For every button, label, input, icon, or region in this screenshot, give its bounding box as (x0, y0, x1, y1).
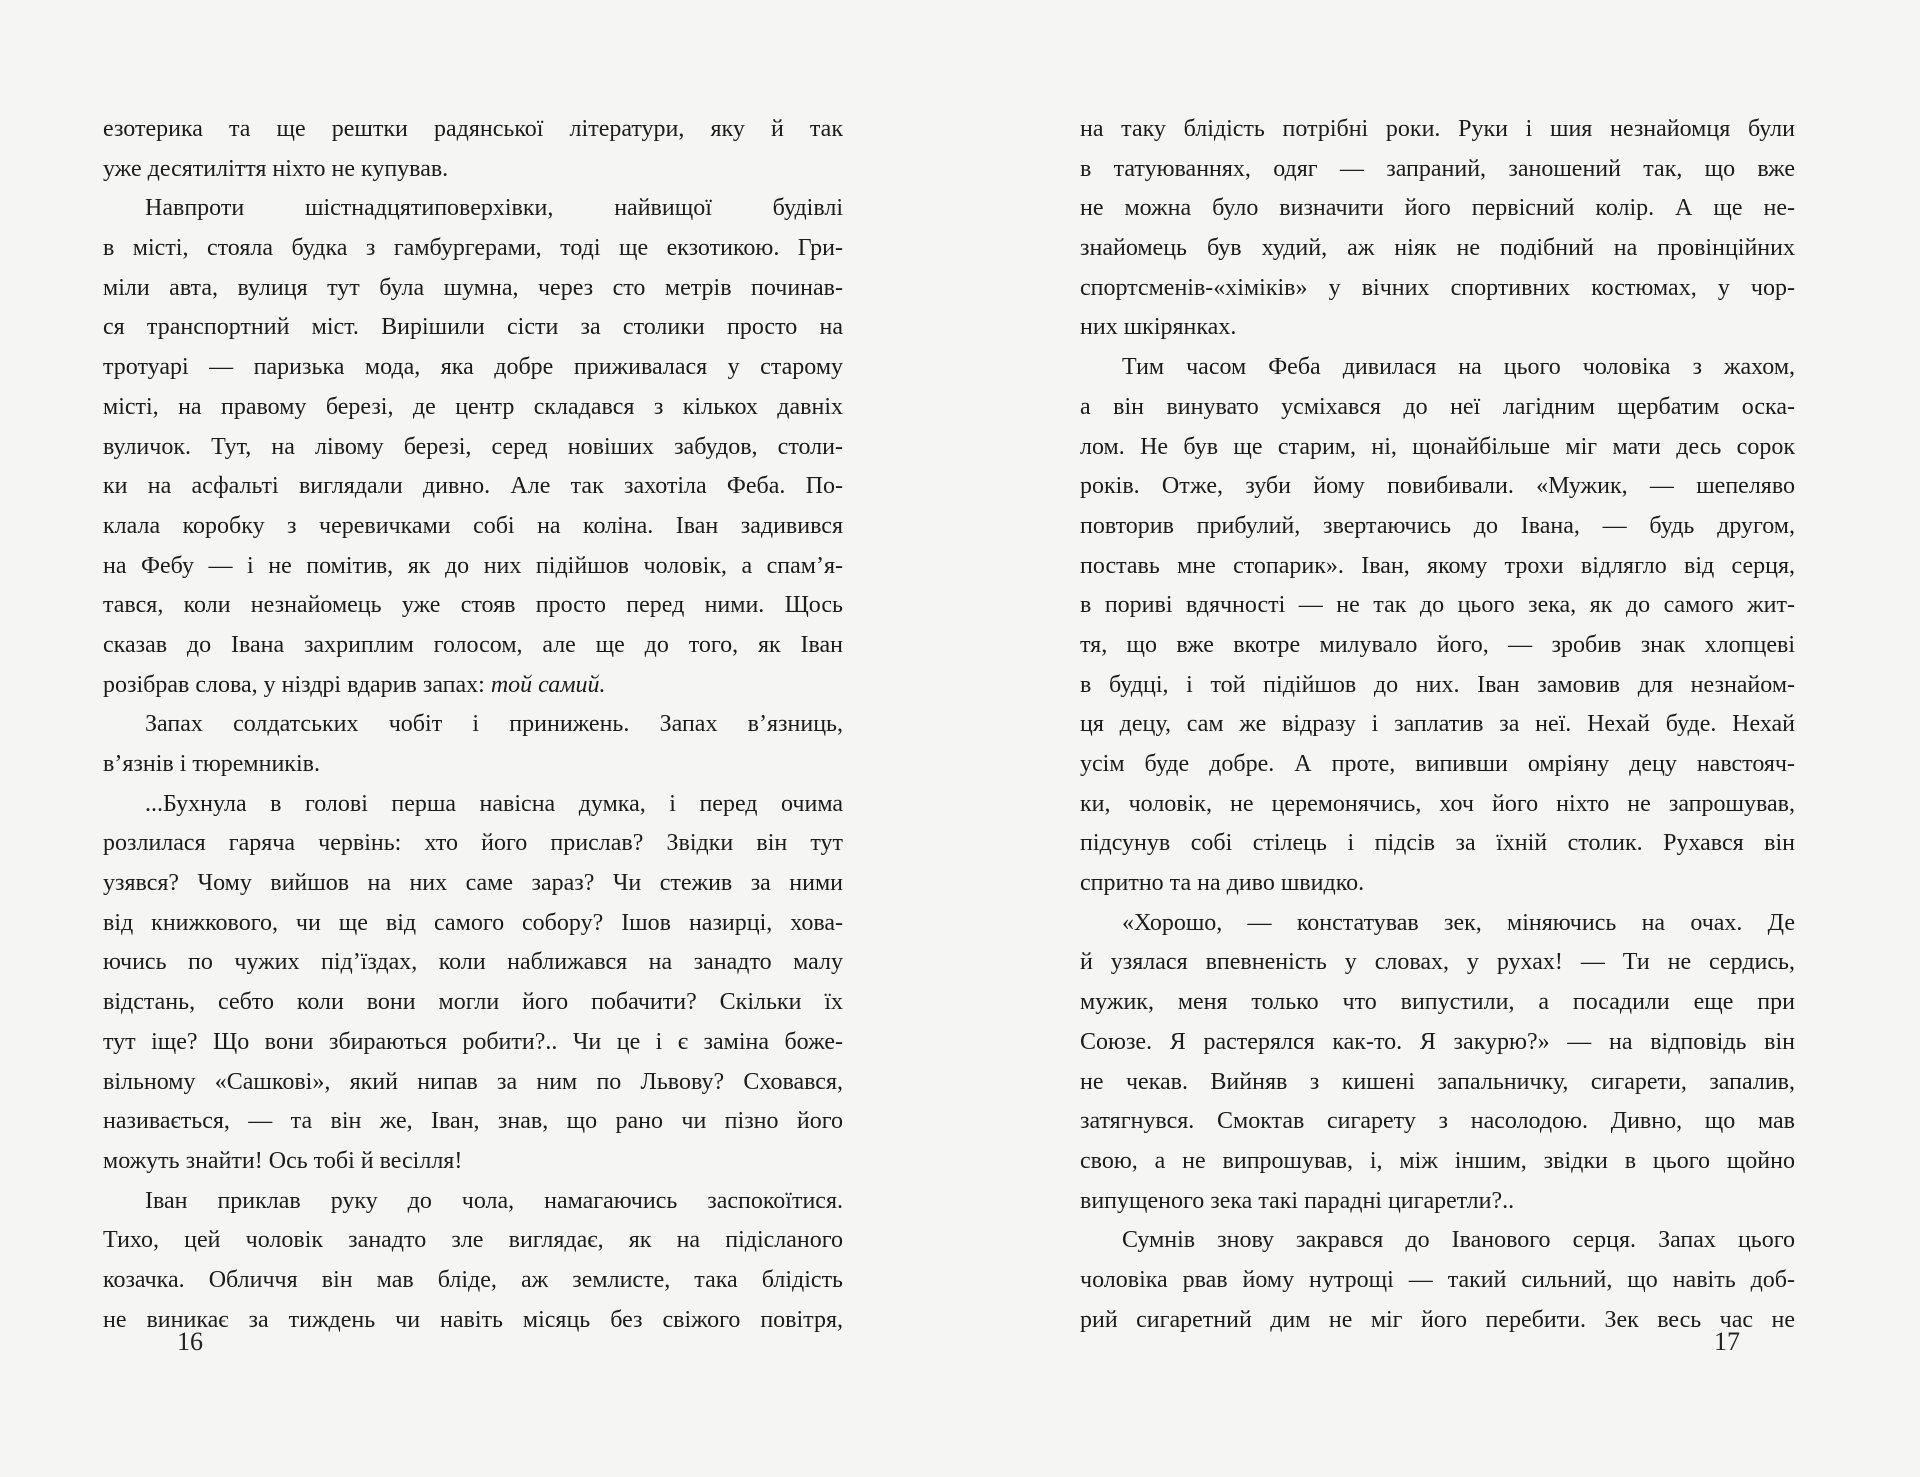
text-line: узявся? Чому вийшов на них саме зараз? Чи стежив за ними (103, 870, 843, 897)
left-page-text (103, 110, 843, 1340)
text-line: на таку блідість потрібні роки. Руки і шия незнайомця були (1080, 116, 1795, 142)
text-line: чоловіка рвав йому нутрощі — такий сильний, що навіть доб- (1080, 1266, 1795, 1293)
text-line: рий сигаретний дим не міг його перебити. Зек весь час не (1080, 1306, 1795, 1333)
text-line: від книжкового, чи ще від самого собору? Ішов назирці, хова- (103, 909, 843, 936)
text-line: вуличок. Тут, на лівому березі, серед новіших забудов, столи- (103, 433, 843, 460)
text-line: можуть знайти! Ось тобі й весілля! (103, 1147, 463, 1174)
text-line: називається, — та він же, Іван, знав, що рано чи пізно його (103, 1108, 843, 1135)
text-line: езотерика та ще рештки радянської літератури, яку й так (103, 116, 843, 142)
text-line: в’язнів і тюремників. (103, 751, 320, 777)
text-line: сказав до Івана захриплим голосом, але ще до того, як Іван (103, 631, 843, 658)
text-line: Навпроти шістнадцятиповерхівки, найвищої будівлі (145, 195, 843, 222)
text-line: свою, а не випрошував, і, між іншим, звідки в цього щойно (1080, 1147, 1795, 1174)
text-line: ця децу, сам же відразу і заплатив за неї. Нехай буде. Нехай (1080, 711, 1795, 738)
text-line: клала коробку з черевичками собі на коліна. Іван задивився (103, 512, 843, 539)
text-line: ки, чоловік, не церемонячись, хоч його ніхто не запрошував, (1080, 790, 1795, 817)
text-line: знайомець був худий, аж ніяк не подібний на провінційних (1080, 235, 1795, 262)
text-line: в місті, стояла будка з гамбургерами, тоді ще екзотикою. Гри- (103, 235, 843, 262)
italic-text-segment: той самий. (490, 671, 606, 698)
text-line: ...Бухнула в голові перша навісна думка, і перед очима (145, 790, 843, 817)
text-line: в татуюваннях, одяг — запраний, заношений так, що вже (1080, 155, 1795, 182)
text-line: козачка. Обличчя він мав бліде, аж землисте, така блідість (103, 1266, 843, 1293)
text-line: років. Отже, зуби йому повибивали. «Мужик, — шепеляво (1080, 473, 1795, 500)
right-page-text (1080, 110, 1795, 1340)
text-line: в пориві вдячності — не так до цього зека, як до самого жит- (1080, 592, 1795, 619)
text-line: підсунув собі стілець і підсів за їхній столик. Рухався він (1080, 830, 1795, 857)
text-line: уже десятиліття ніхто не купував. (103, 155, 449, 182)
text-line (103, 666, 843, 706)
text-line: а він винувато усміхався до неї лагідним щербатим оска- (1080, 393, 1795, 420)
text-line: й узялася впевненість у словах, у рухах! — Ти не сердись, (1080, 949, 1795, 976)
text-line: спритно та на диво швидко. (1080, 870, 1365, 897)
text-line: тротуарі — паризька мода, яка добре приживалася у старому (103, 354, 843, 381)
text-line: них шкірянках. (1080, 314, 1237, 341)
text-line: повторив прибулий, звертаючись до Івана, — будь другом, (1080, 512, 1795, 539)
text-line: тався, коли незнайомець уже стояв просто перед ними. Щось (103, 592, 843, 619)
left-page (103, 0, 843, 1477)
text-line: не виникає за тиждень чи навіть місяць без свіжого повітря, (103, 1306, 843, 1333)
text-line: Сумнів знову закрався до Іванового серця. Запах цього (1122, 1227, 1795, 1254)
right-page (1080, 0, 1795, 1477)
text-line: в будці, і той підійшов до них. Іван замовив для незнайом- (1080, 671, 1795, 698)
text-line: не можна було визначити його первісний колір. А ще не- (1080, 195, 1795, 222)
text-line: Іван приклав руку до чола, намагаючись заспокоїтися. (145, 1187, 843, 1214)
text-line: спортсменів-«хіміків» у вічних спортивних костюмах, у чор- (1080, 274, 1795, 301)
text-line: лом. Не був ще старим, ні, щонайбільше міг мати десь сорок (1080, 433, 1795, 460)
text-line: Тим часом Феба дивилася на цього чоловіка з жахом, (1122, 354, 1795, 381)
text-line: відстань, себто коли вони могли його побачити? Скільки їх (103, 989, 843, 1016)
text-line: «Хорошо, — констатував зек, міняючись на очах. Де (1122, 909, 1795, 936)
page-number-right: 17 (1714, 1327, 1740, 1356)
text-line: Тихо, цей чоловік занадто зле виглядає, як на підісланого (103, 1227, 843, 1254)
text-line: вільному «Сашкові», який нипав за ним по Львову? Сховався, (103, 1068, 843, 1095)
page-number-left: 16 (177, 1327, 203, 1356)
text-line: ся транспортний міст. Вирішили сісти за столики просто на (103, 314, 843, 341)
text-line: міли авта, вулиця тут була шумна, через сто метрів починав- (103, 274, 843, 301)
text-line: не чекав. Вийняв з кишені запальничку, сигарети, запалив, (1080, 1068, 1795, 1095)
text-line: затягнувся. Смоктав сигарету з насолодою. Дивно, що мав (1080, 1108, 1795, 1135)
text-line: усім буде добре. А проте, випивши омріяну децу навстояч- (1080, 751, 1795, 777)
text-line: розлилася гаряча червінь: хто його прислав? Звідки він тут (103, 830, 843, 857)
text-line: на Фебу — і не помітив, як до них підійшов чоловік, а спам’я- (103, 552, 843, 579)
text-line: поставь мне стопарик». Іван, якому трохи відлягло від серця, (1080, 552, 1795, 579)
text-line: Запах солдатських чобіт і принижень. Запах в’язниць, (145, 711, 843, 738)
text-line: ючись по чужих під’їздах, коли наближався на занадто малу (103, 949, 843, 976)
text-line: тут іще? Що вони збираються робити?.. Чи це і є заміна боже- (103, 1028, 843, 1055)
text-line: ки на асфальті виглядали дивно. Але так захотіла Феба. По- (103, 473, 843, 500)
text-line: місті, на правому березі, де центр складався з кількох давніх (103, 393, 843, 420)
text-line: Союзе. Я растерялся как-то. Я закурю?» — на відповідь він (1080, 1028, 1795, 1055)
text-line: мужик, меня только что випустили, а посадили еще при (1080, 989, 1795, 1016)
text-line: випущеного зека такі парадні цигаретли?.. (1080, 1187, 1515, 1214)
text-line: тя, що вже вкотре милувало його, — зробив знак хлопцеві (1080, 631, 1795, 658)
text-segment: розібрав слова, у ніздрі вдарив запах: (103, 671, 491, 698)
